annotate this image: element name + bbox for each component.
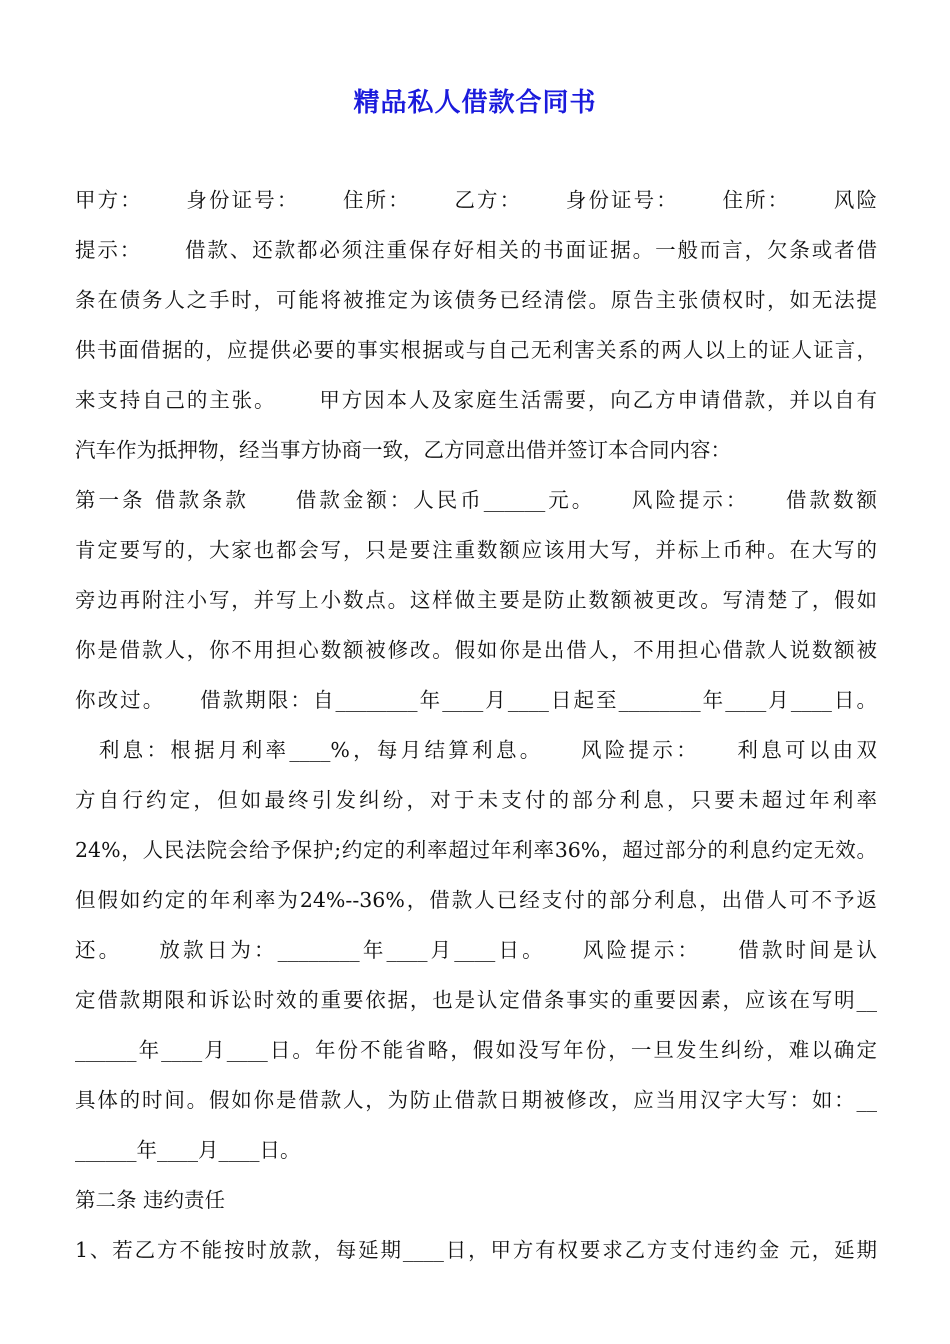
paragraph-line: 方自行约定，但如最终引发纠纷，对于未支付的部分利息，只要未超过年利率 [75,788,877,812]
paragraph-line: 24%，人民法院会给予保护;约定的利率超过年利率36%，超过部分的利息约定无效。 [75,838,877,862]
section-heading-line: 第一条 借款条款 借款金额：人民币______元。 风险提示： 借款数额 [75,488,877,512]
paragraph-line: 甲方： 身份证号： 住所： 乙方： 身份证号： 住所： 风险 [75,188,877,212]
paragraph-line: ______年____月____日。年份不能省略，假如没写年份，一旦发生纠纷，难以确定 [75,1038,877,1062]
paragraph-line: 具体的时间。假如你是借款人，为防止借款日期被修改，应当用汉字大写：如：__ [75,1088,877,1112]
paragraph-line: 你是借款人，你不用担心数额被修改。假如你是出借人，不用担心借款人说数额被 [75,638,877,662]
paragraph-line: ______年____月____日。 [75,1138,301,1162]
paragraph-line: 供书面借据的，应提供必要的事实根据或与自己无利害关系的两人以上的证人证言， [75,338,877,362]
paragraph-line: 提示： 借款、还款都必须注重保存好相关的书面证据。一般而言，欠条或者借 [75,238,877,262]
section-heading-line: 第二条 违约责任 [75,1188,226,1212]
paragraph-line: 利息：根据月利率____%，每月结算利息。 风险提示： 利息可以由双 [75,738,877,762]
paragraph-line: 但假如约定的年利率为24%--36%，借款人已经支付的部分利息，出借人可不予返 [75,888,877,912]
paragraph-line: 还。 放款日为：________年____月____日。 风险提示： 借款时间是认 [75,938,877,962]
paragraph-line: 定借款期限和诉讼时效的重要依据，也是认定借条事实的重要因素，应该在写明__ [75,988,877,1012]
paragraph-line: 汽车作为抵押物，经当事方协商一致，乙方同意出借并签订本合同内容： [75,438,731,462]
paragraph-line: 你改过。 借款期限：自________年____月____日起至________年____月____日。 [75,688,877,712]
paragraph-line: 1、若乙方不能按时放款，每延期____日，甲方有权要求乙方支付违约金 元，延期 [75,1238,877,1262]
paragraph-line: 条在债务人之手时，可能将被推定为该债务已经清偿。原告主张债权时，如无法提 [75,288,877,312]
paragraph-line: 来支持自己的主张。 甲方因本人及家庭生活需要，向乙方申请借款，并以自有 [75,388,877,412]
paragraph-line: 旁边再附注小写，并写上小数点。这样做主要是防止数额被更改。写清楚了，假如 [75,588,877,612]
paragraph-line: 肯定要写的，大家也都会写，只是要注重数额应该用大写，并标上币种。在大写的 [75,538,877,562]
document-title: 精品私人借款合同书 [353,88,597,118]
